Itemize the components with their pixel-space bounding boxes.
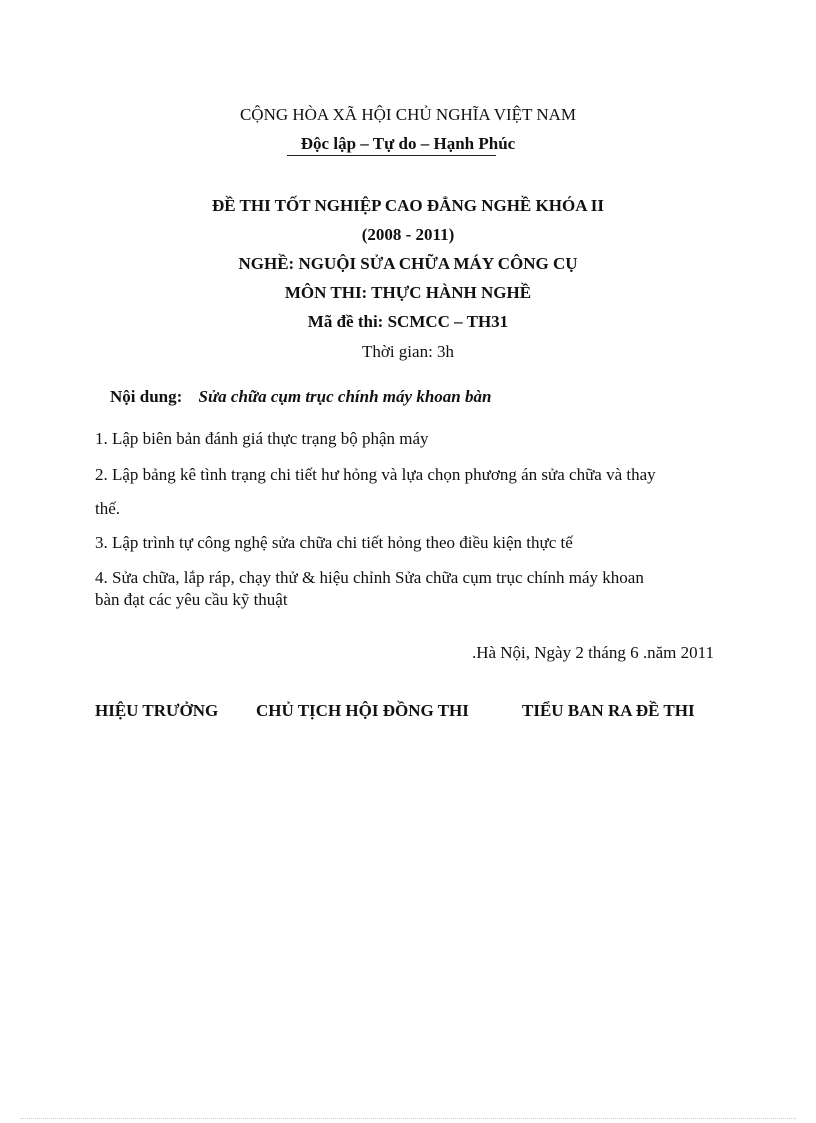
motto: Độc lập – Tự do – Hạnh Phúc (300, 134, 516, 153)
exam-years: (2008 - 2011) (361, 225, 455, 244)
exam-title: ĐỀ THI TỐT NGHIỆP CAO ĐẲNG NGHỀ KHÓA II (211, 196, 605, 215)
content-row (110, 386, 491, 408)
list-item: 3. Lập trình tự công nghệ sửa chữa chi tiết hỏng theo điều kiện thực tế (95, 533, 573, 552)
content-label: Nội dung: (110, 387, 183, 406)
motto-underline (287, 155, 496, 156)
list-item: 4. Sửa chữa, lắp ráp, chạy thử & hiệu chỉnh Sửa chữa cụm trục chính máy khoan (95, 568, 644, 587)
list-item: 2. Lập bảng kê tình trạng chi tiết hư hỏng và lựa chọn phương án sửa chữa và thay (95, 465, 656, 484)
signature-council-chair: CHỦ TỊCH HỘI ĐỒNG THI (256, 701, 469, 720)
signature-principal: HIỆU TRƯỞNG (95, 701, 219, 720)
nation-heading: CỘNG HÒA XÃ HỘI CHỦ NGHĨA VIỆT NAM (239, 105, 577, 124)
signature-subcommittee: TIỂU BAN RA ĐỀ THI (522, 701, 695, 720)
exam-duration: Thời gian: 3h (361, 342, 455, 361)
content-topic: Sửa chữa cụm trục chính máy khoan bàn (198, 387, 492, 406)
exam-subject: MÔN THI: THỰC HÀNH NGHỀ (284, 283, 532, 302)
exam-trade: NGHỀ: NGUỘI SỬA CHỮA MÁY CÔNG CỤ (238, 254, 578, 273)
list-item: bàn đạt các yêu cầu kỹ thuật (95, 590, 288, 609)
exam-code: Mã đề thi: SCMCC – TH31 (307, 312, 509, 331)
page-bottom-border (20, 1118, 796, 1119)
list-item: thế. (95, 499, 121, 518)
date-line: .Hà Nội, Ngày 2 tháng 6 .năm 2011 (471, 643, 714, 662)
list-item: 1. Lập biên bản đánh giá thực trạng bộ phận máy (95, 429, 429, 448)
